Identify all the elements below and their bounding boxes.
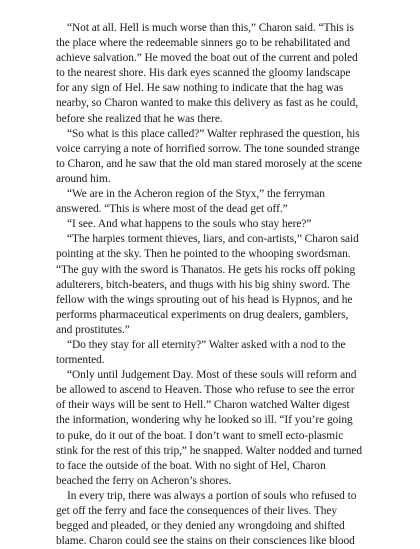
paragraph: “Not at all. Hell is much worse than this,” Charon said. “This is the place where the redeemable sinners go to be rehabilitated and achieve salvation.” He moved the boat out of the current and poled to the nearest shore. His dark eyes scanned the gloomy landscape for any sign of Hel. He saw nothing to indicate that the hag was nearby, so Charon wanted to make this delivery as fast as he could, before she realized that he was there. <box>56 22 359 125</box>
paragraph: “Only until Judgement Day. Most of these souls will reform and be allowed to ascend to Heaven. Those who refuse to see the error of their ways will be sent to Hell.” Charon watched Walter digest the information, wondering why he looked so ill. “If you’re going to puke, do it out of the boat. I don’t want to smell ecto-plasmic stink for the rest of this trip,” he snapped. Walter nodded and turned to face the outside of the boat. With no sight of Hel, Charon beached the ferry on Acheron’s shores. <box>56 369 363 487</box>
paragraph: In every trip, there was always a portion of souls who refused to get off the ferry and face the consequences of their lives. They begged and pleaded, or they denied any wrongdoing and shifted blame. Charon could see the stains on their consciences like blood <box>56 489 357 548</box>
paragraph: “I see. And what happens to the souls who stay here?” <box>67 218 312 231</box>
paragraph: “The harpies torment thieves, liars, and con-artists,” Charon said pointing at the sky. Then he pointed to the whooping swordsman. “The guy with the sword is Thanatos. He gets his rocks off poking adulterers, bitch-beaters, and thugs with his big shiny sword. The fellow with the wings sprouting out of his head is Hypnos, and he performs pharmaceutical experiments on drug dealers, gamblers, and prostitutes.” <box>56 233 359 336</box>
paragraph: “So what is this place called?” Walter rephrased the question, his voice carrying a note of horrified sorrow. The tone sounded strange to Charon, and he saw that the old man stared morosely at the scene around him. <box>56 127 363 185</box>
paragraph: “We are in the Acheron region of the Styx,” the ferryman answered. “This is where most of the dead get off.” <box>56 188 325 216</box>
paragraph: “Do they stay for all eternity?” Walter asked with a nod to the tormented. <box>56 338 346 367</box>
